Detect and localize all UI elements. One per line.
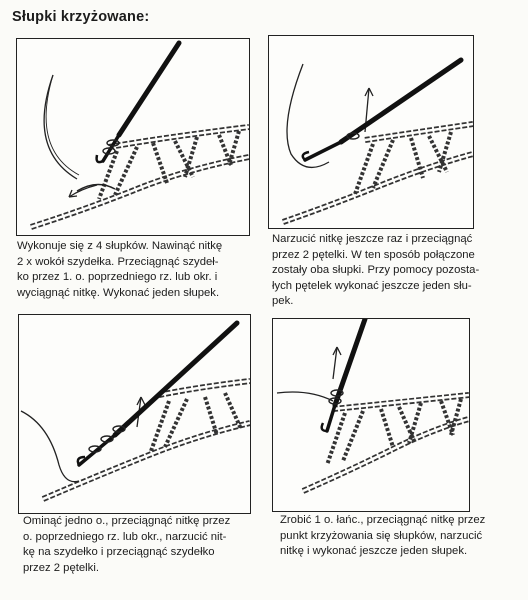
caption-line: 2 x wokół szydełka. Przeciągnąć szydeł- <box>17 255 219 268</box>
caption-line: o. poprzedniego rz. lub okr., narzucić nit- <box>23 530 227 543</box>
crochet-illustration-2 <box>269 36 473 228</box>
caption-line: Zrobić 1 o. łańc., przeciągnąć nitkę przez <box>280 514 486 526</box>
step-3-caption <box>23 514 251 576</box>
caption-line: Wykonuje się z 4 słupków. Nawinąć nitkę <box>17 240 223 252</box>
step-4-caption <box>280 513 506 560</box>
caption-line: wyciągnąć nitkę. Wykonać jeden słupek. <box>17 286 220 299</box>
step-1-caption <box>17 239 249 301</box>
caption-line: Narzucić nitkę jeszcze raz i przeciągnąć <box>272 233 473 245</box>
illustration-step-2 <box>268 35 474 229</box>
caption-line: przez 2 pętelki. <box>23 561 99 574</box>
page-title: Słupki krzyżowane: <box>12 9 150 25</box>
crochet-illustration-4 <box>273 319 469 511</box>
illustration-step-3 <box>18 314 251 514</box>
caption-line: punkt krzyżowania się słupków, narzucić <box>280 529 483 542</box>
illustration-step-4 <box>272 318 470 512</box>
caption-line: zostały oba słupki. Przy pomocy pozosta- <box>272 264 480 276</box>
caption-line: pek. <box>272 295 294 307</box>
illustration-step-1 <box>16 38 250 236</box>
caption-line: ko przez 1. o. poprzedniego rz. lub okr. i <box>17 271 218 283</box>
caption-line: łych pętelek wykonać jeszcze jeden słu- <box>272 279 472 292</box>
crochet-illustration-3 <box>19 315 250 513</box>
caption-line: przez 2 pętelki. W ten sposób połączone <box>272 248 475 261</box>
caption-line: kę na szydełko i przeciągnąć szydełko <box>23 546 215 558</box>
crochet-illustration-1 <box>17 39 249 235</box>
caption-line: nitkę i wykonać jeszcze jeden słupek. <box>280 545 468 557</box>
step-2-caption <box>272 232 500 310</box>
caption-line: Ominąć jedno o., przeciągnąć nitkę przez <box>23 515 231 527</box>
